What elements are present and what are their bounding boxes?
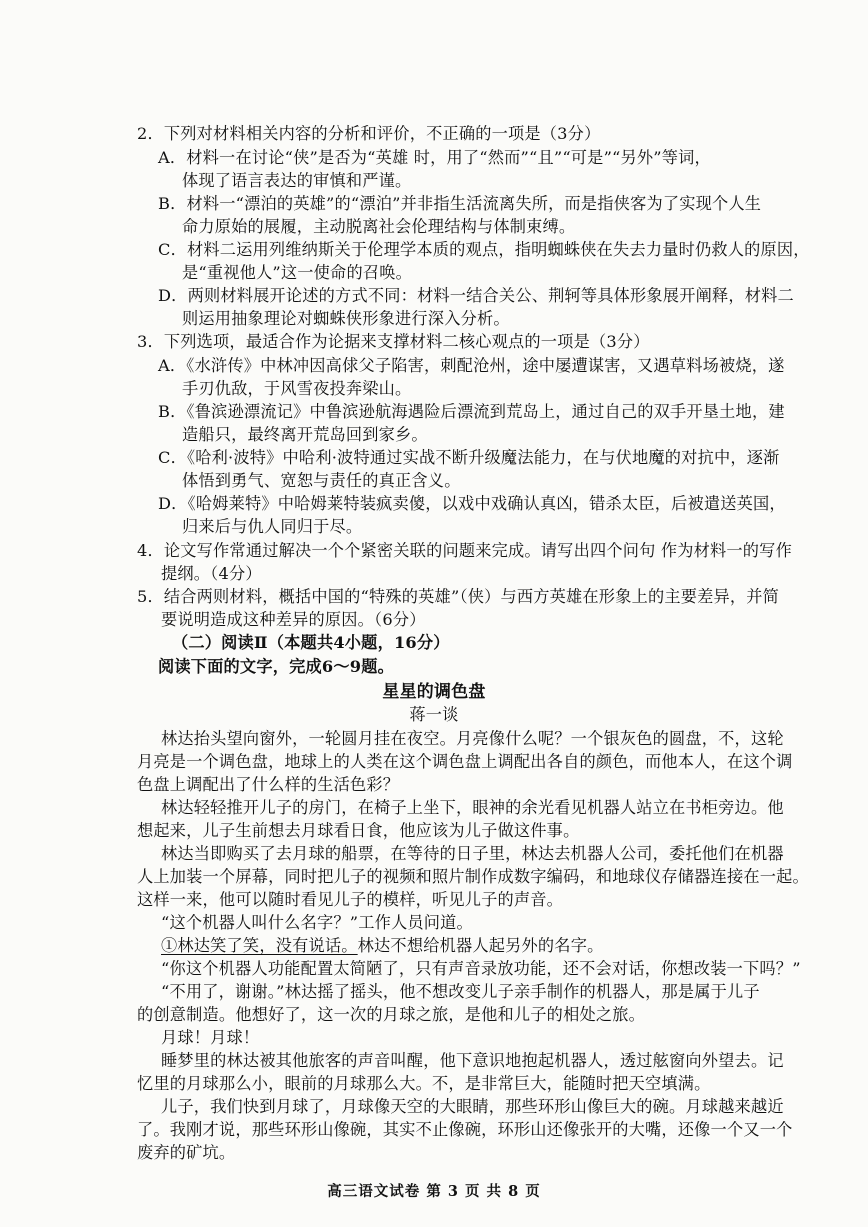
story-paragraph-8: 月球！月球！ (161, 1028, 260, 1047)
story-paragraph-9-line-2: 忆里的月球那么小，眼前的月球那么大。不，是非常巨大，能随时把天空填满。 (137, 1074, 711, 1093)
story-paragraph-3: 林达当即购买了去月球的船票，在等待的日子里，林达去机器人公司，委托他们在机器 (161, 844, 784, 863)
question-4-stem: 4．论文写作常通过解决一个个紧密关联的问题来完成。请写出四个问句 作为材料一的写作 (137, 541, 792, 560)
question-3-stem: 3．下列选项，最适合作为论据来支撑材料二核心观点的一项是（3分） (137, 332, 650, 351)
question-2-option-a-cont: 体现了语言表达的审慎和严谨。 (182, 171, 412, 190)
question-3-option-d-cont: 归来后与仇人同归于尽。 (182, 517, 363, 536)
question-4-stem-cont: 提纲。（4分） (161, 564, 262, 583)
page-footer: 高三语文试卷 第 3 页 共 8 页 (327, 1183, 541, 1200)
story-paragraph-10-line-2: 了。我刚才说，那些环形山像碗，其实不止像碗，环形山还像张开的大嘴，还像一个又一个 (137, 1120, 793, 1139)
marked-sentence-1: ①林达笑了笑，没有说话。 (161, 936, 358, 955)
question-2-option-c-cont: 是“重视他人”这一使命的召唤。 (182, 263, 412, 282)
story-paragraph-5 (161, 935, 603, 957)
story-author: 蒋一谈 (409, 705, 459, 724)
question-3-option-b-cont: 造船只，最终离开荒岛回到家乡。 (182, 425, 428, 444)
section-2-instruction: 阅读下面的文字，完成6～9题。 (158, 657, 394, 676)
question-2-option-b-cont: 命力原始的展履，主动脱离社会伦理结构与体制束缚。 (182, 217, 576, 236)
story-paragraph-1-line-3: 色盘上调配出了什么样的生活色彩？ (137, 775, 400, 794)
story-paragraph-4: “这个机器人叫什么名字？”工作人员问道。 (161, 913, 473, 932)
question-3-option-b: B．《鲁滨逊漂流记》中鲁滨逊航海遇险后漂流到荒岛上，通过自己的双手开垦土地，建 (158, 402, 785, 421)
story-title: 星星的调色盘 (382, 682, 486, 702)
story-paragraph-1: 林达抬头望向窗外，一轮圆月挂在夜空。月亮像什么呢？一个银灰色的圆盘，不，这轮 (161, 729, 784, 748)
story-paragraph-6: “你这个机器人功能配置太简陋了，只有声音录放功能，还不会对话，你想改装一下吗？” (161, 959, 801, 978)
story-paragraph-10: 儿子，我们快到月球了，月球像天空的大眼睛，那些环形山像巨大的碗。月球越来越近 (161, 1097, 784, 1116)
story-paragraph-3-line-2: 人上加装一个屏幕，同时把儿子的视频和照片制作成数字编码，和地球仪存储器连接在一起。 (137, 867, 809, 886)
question-3-option-a: A．《水浒传》中林冲因高俅父子陷害，刺配沧州，途中屡遭谋害，又遇草料场被烧，遂 (158, 356, 785, 375)
story-paragraph-9: 睡梦里的林达被其他旅客的声音叫醒，他下意识地抱起机器人，透过舷窗向外望去。记 (161, 1051, 784, 1070)
story-paragraph-7-line-2: 的创意制造。他想好了，这一次的月球之旅，是他和儿子的相处之旅。 (137, 1005, 646, 1024)
question-3-option-d: D．《哈姆莱特》中哈姆莱特装疯卖傻，以戏中戏确认真凶，错杀太臣，后被遣送英国， (158, 494, 786, 513)
question-2-option-b: B．材料一“漂泊的英雄”的“漂泊”并非指生活流离失所，而是指侠客为了实现个人生 (158, 194, 762, 213)
story-paragraph-5-rest: 林达不想给机器人起另外的名字。 (357, 936, 604, 955)
question-5-stem-cont: 要说明造成这种差异的原因。（6分） (161, 610, 426, 629)
section-2-heading: （二）阅读Ⅱ（本题共4小题，16分） (172, 633, 450, 652)
question-2-option-a: A．材料一在讨论“侠”是否为“英雄 时，用了“然而”“且”“可是”“另外”等词， (158, 148, 711, 167)
question-2-option-c: C．材料二运用列维纳斯关于伦理学本质的观点，指明蜘蛛侠在失去力量时仍救人的原因， (158, 240, 810, 259)
question-2-option-d: D．两则材料展开论述的方式不同：材料一结合关公、荆轲等具体形象展开阐释，材料二 (158, 286, 794, 305)
question-3-option-c-cont: 体悟到勇气、宽恕与责任的真正含义。 (182, 471, 461, 490)
story-paragraph-10-line-3: 废弃的矿坑。 (137, 1143, 236, 1162)
story-paragraph-2-line-2: 想起来，儿子生前想去月球看日食，他应该为儿子做这件事。 (137, 821, 580, 840)
story-paragraph-3-line-3: 这样一来，他可以随时看见儿子的模样，听见儿子的声音。 (137, 890, 564, 909)
question-5-stem: 5．结合两则材料，概括中国的“特殊的英雄”（侠）与西方英雄在形象上的主要差异，并简 (137, 587, 780, 606)
question-3-option-c: C．《哈利·波特》中哈利·波特通过实战不断升级魔法能力，在与伏地魔的对抗中，逐渐 (158, 448, 780, 467)
question-2-stem: 2．下列对材料相关内容的分析和评价，不正确的一项是（3分） (137, 124, 601, 143)
story-paragraph-1-line-2: 月亮是一个调色盘，地球上的人类在这个调色盘上调配出各自的颜色，而他本人，在这个调 (137, 752, 793, 771)
story-paragraph-2: 林达轻轻推开儿子的房门，在椅子上坐下，眼神的余光看见机器人站立在书柜旁边。他 (161, 798, 784, 817)
story-paragraph-7: “不用了，谢谢。”林达摇了摇头，他不想改变儿子亲手制作的机器人，那是属于儿子 (161, 982, 760, 1001)
question-2-option-d-cont: 则运用抽象理论对蜘蛛侠形象进行深入分析。 (182, 309, 510, 328)
question-3-option-a-cont: 手刃仇敌，于风雪夜投奔梁山。 (182, 379, 412, 398)
